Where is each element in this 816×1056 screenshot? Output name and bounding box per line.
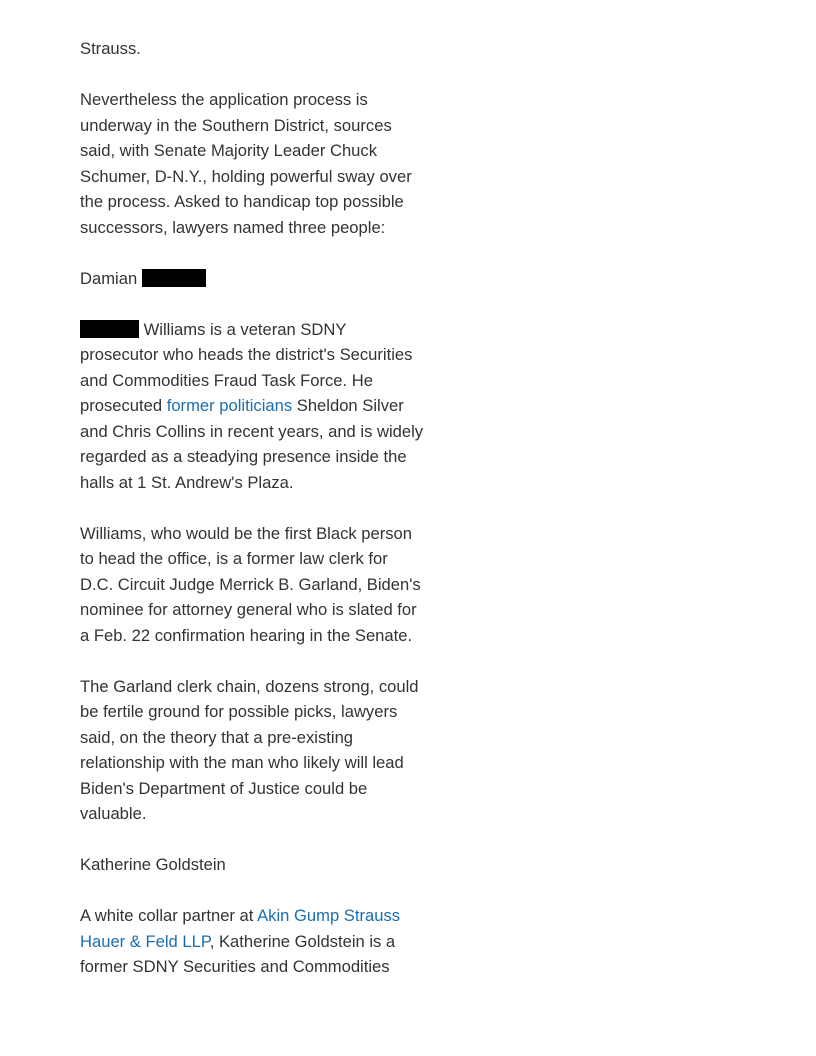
akin-gump-link[interactable]: Akin Gump Strauss Hauer & Feld LLP [80,906,401,951]
former-politicians-link[interactable]: former politicians [166,396,293,415]
candidate-first-name: Damian [80,268,138,288]
candidate-heading-goldstein: Katherine Goldstein [80,855,226,874]
williams-text-start: Williams is a veteran SDNY prosecutor who heads the district's Securities and Commodities Fraud Task Force. He prosecuted [80,319,413,415]
redaction-block [142,269,206,287]
paragraph-goldstein-profile [80,903,425,980]
paragraph-garland-clerk-chain: The Garland clerk chain, dozens strong, could be fertile ground for possible picks, lawyers said, on the theory that a pre-existing relationship with the man who likely will lead Biden's Department of Justice could be valuable. [80,676,419,823]
paragraph-application-process: Nevertheless the application process is underway in the Southern District, sources said, with Senate Majority Leader Chuck Schumer, D-N.Y., holding powerful sway over the process. Asked to handicap top possible successors, lawyers named three people: [80,90,412,237]
goldstein-text-start: A white collar partner at [80,906,258,925]
redaction-block [80,320,139,338]
williams-text-end: Sheldon Silver and Chris Collins in recent years, and is widely regarded as a steadying presence inside the halls at 1 St. Andrew's Plaza. [80,396,424,492]
paragraph-williams-clerk: Williams, who would be the first Black person to head the office, is a former law clerk for D.C. Circuit Judge Merrick B. Garland, Biden's nominee for attorney general who is slated for a Feb. 22 confirmation hearing in the Senate. [80,523,421,645]
paragraph-strauss: Strauss. [80,39,141,58]
candidate-heading-damian [80,266,425,292]
goldstein-text-end: , Katherine Goldstein is a former SDNY Securities and Commodities [80,931,396,976]
paragraph-williams-profile [80,317,425,496]
article-body [80,36,425,1005]
